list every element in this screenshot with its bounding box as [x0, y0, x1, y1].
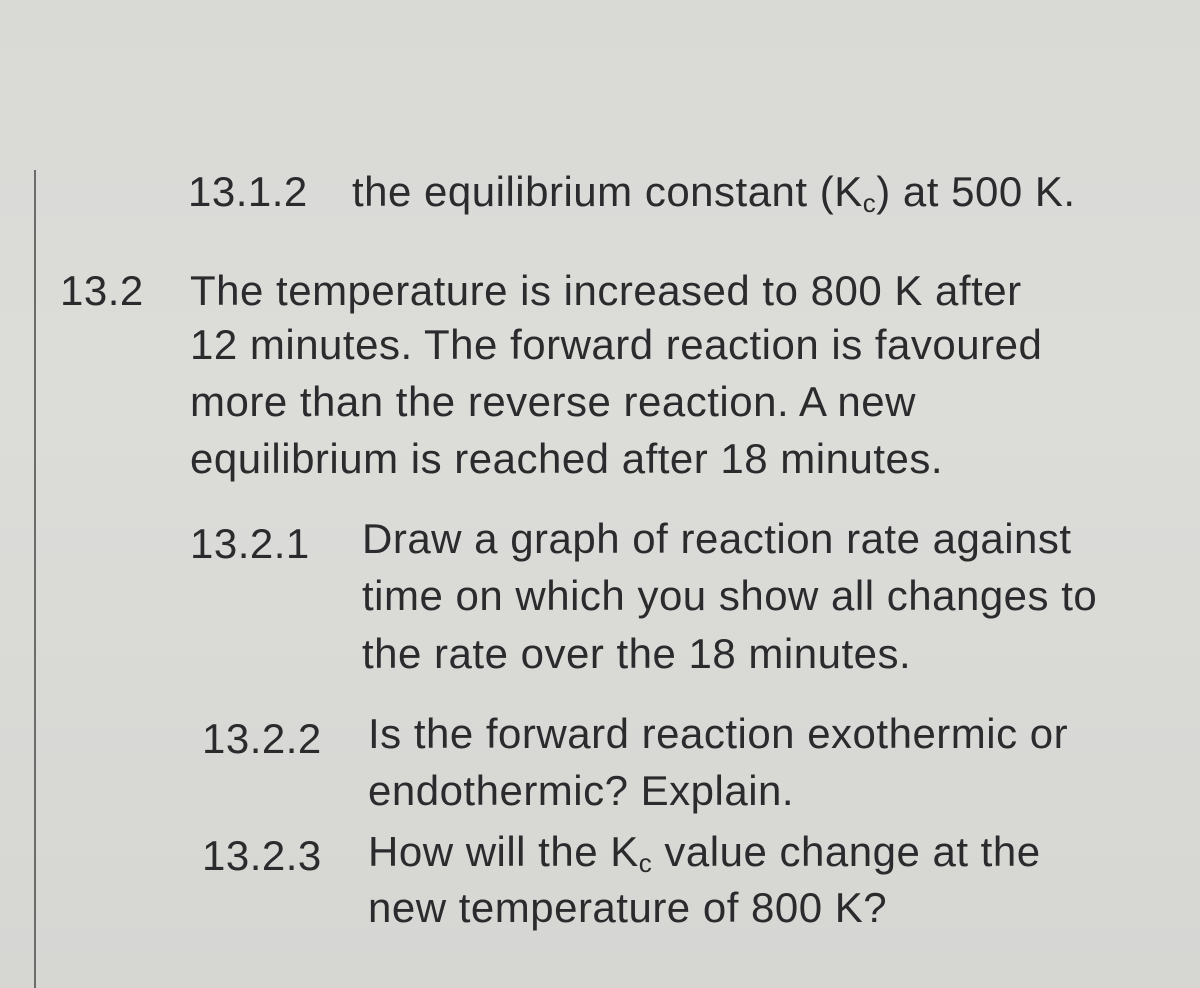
- question-13-2-2-number: 13.2.2: [202, 715, 322, 762]
- question-13-2-3-line-1: [368, 828, 1041, 879]
- question-13-2-2-line-1: Is the forward reaction exothermic or: [368, 710, 1069, 757]
- question-13-2-1-line-1: Draw a graph of reaction rate against: [362, 515, 1072, 562]
- question-13-2-1-number: 13.2.1: [190, 520, 310, 567]
- question-13-1-2-number: 13.1.2: [188, 168, 308, 215]
- question-13-1-2-text-b: ) at 500 K.: [876, 168, 1076, 215]
- question-13-2-3-text-b: value change at the: [652, 828, 1041, 875]
- subscript-c: c: [638, 848, 653, 878]
- question-13-1-2-text-a: the equilibrium constant (K: [352, 168, 863, 215]
- question-13-2-number: 13.2: [60, 267, 144, 314]
- question-13-2-line-2: 12 minutes. The forward reaction is favoured: [190, 321, 1043, 368]
- question-13-2-3-text-a: How will the K: [368, 828, 639, 875]
- question-13-2-1-line-3: the rate over the 18 minutes.: [362, 630, 912, 677]
- question-13-2-3-number: 13.2.3: [202, 832, 322, 879]
- question-13-1-2-text: [352, 168, 1076, 219]
- question-13-2-line-4: equilibrium is reached after 18 minutes.: [190, 435, 944, 482]
- question-13-2-line-1: The temperature is increased to 800 K after: [190, 267, 1022, 314]
- question-13-2-1-line-2: time on which you show all changes to: [362, 572, 1098, 619]
- question-13-2-line-3: more than the reverse reaction. A new: [190, 378, 916, 425]
- question-13-2-2-line-2: endothermic? Explain.: [368, 767, 795, 814]
- question-13-2-3-line-2: new temperature of 800 K?: [368, 884, 888, 931]
- margin-rule: [34, 170, 36, 988]
- subscript-c: c: [862, 188, 877, 218]
